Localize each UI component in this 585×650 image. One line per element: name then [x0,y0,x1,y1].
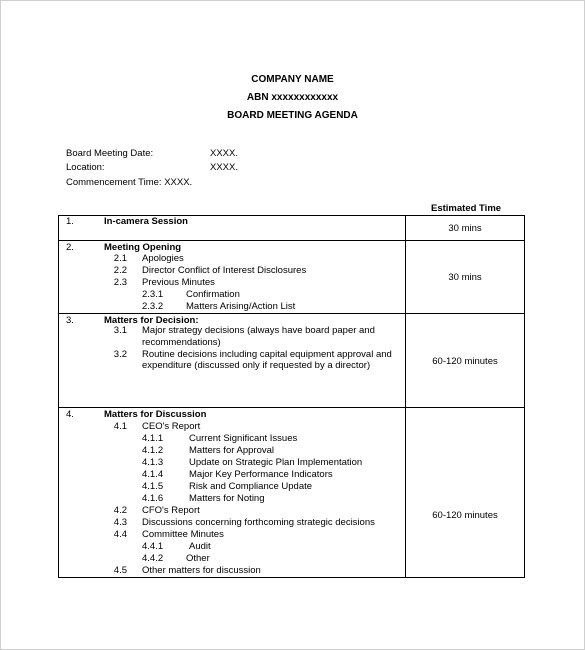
item-number: 4.4.2 [142,553,164,564]
item-text: Matters Arising/Action List [186,301,296,312]
item-text: Risk and Compliance Update [189,481,313,492]
item-text: Other matters for discussion [142,565,261,576]
section-time: 60-120 minutes [432,356,498,367]
item-number: 4.5 [113,565,127,576]
location-label: Location: [66,162,105,173]
item-text: Previous Minutes [142,277,215,288]
item-number: 4.1.6 [142,493,164,504]
location-value: XXXX. [210,162,238,173]
row-divider [58,407,525,408]
meeting-date-value: XXXX. [210,148,238,159]
section-title: Matters for Decision: [104,315,199,326]
item-text-continued: recommendations) [142,337,221,348]
section-number: 3. [66,315,74,326]
commencement-time: Commencement Time: XXXX. [66,177,193,188]
agenda-title: BOARD MEETING AGENDA [227,110,358,121]
item-number: 3.1 [113,325,127,336]
item-number: 2.3.1 [142,289,164,300]
item-number: 2.1 [113,253,127,264]
abn-number: ABN xxxxxxxxxxxx [246,92,339,103]
section-time: 30 mins [448,223,482,234]
item-text: Director Conflict of Interest Disclosures [142,265,307,276]
item-number: 4.1.2 [142,445,164,456]
item-text: CEO's Report [142,421,201,432]
section-title: Meeting Opening [104,242,182,253]
item-text: Confirmation [186,289,240,300]
item-text: Major Key Performance Indicators [189,469,333,480]
item-text: CFO's Report [142,505,200,516]
section-number: 4. [66,409,74,420]
item-number: 4.3 [113,517,127,528]
item-text: Matters for Noting [189,493,265,504]
item-text: Current Significant Issues [189,433,298,444]
meeting-date-label: Board Meeting Date: [66,148,154,159]
section-title: In-camera Session [104,216,188,227]
item-text: Apologies [142,253,184,264]
item-number: 4.1.1 [142,433,164,444]
row-divider [58,240,525,241]
item-text: Discussions concerning forthcoming strategic decisions [142,517,375,528]
item-number: 4.2 [113,505,127,516]
section-time: 30 mins [448,272,482,283]
estimated-time-header: Estimated Time [431,203,502,214]
table-column-divider [405,215,406,578]
section-title: Matters for Discussion [104,409,207,420]
item-text: Matters for Approval [189,445,275,456]
item-number: 2.3.2 [142,301,164,312]
row-divider [58,313,525,314]
company-name: COMPANY NAME [251,74,334,85]
item-number: 4.1 [113,421,127,432]
item-number: 4.4 [113,529,127,540]
section-number: 2. [66,242,74,253]
item-number: 4.1.3 [142,457,164,468]
item-number: 4.1.4 [142,469,164,480]
item-number: 2.3 [113,277,127,288]
item-text-continued: expenditure (discussed only if requested by a director) [142,360,371,371]
item-text: Update on Strategic Plan Implementation [189,457,363,468]
item-number: 2.2 [113,265,127,276]
item-text: Committee Minutes [142,529,224,540]
item-number: 4.4.1 [142,541,164,552]
item-number: 4.1.5 [142,481,164,492]
item-text: Major strategy decisions (always have board paper and [142,325,375,336]
section-time: 60-120 minutes [432,510,498,521]
item-text: Audit [189,541,211,552]
item-text: Other [186,553,210,564]
section-number: 1. [66,216,74,227]
item-number: 3.2 [113,349,127,360]
item-text: Routine decisions including capital equipment approval and [142,349,392,360]
